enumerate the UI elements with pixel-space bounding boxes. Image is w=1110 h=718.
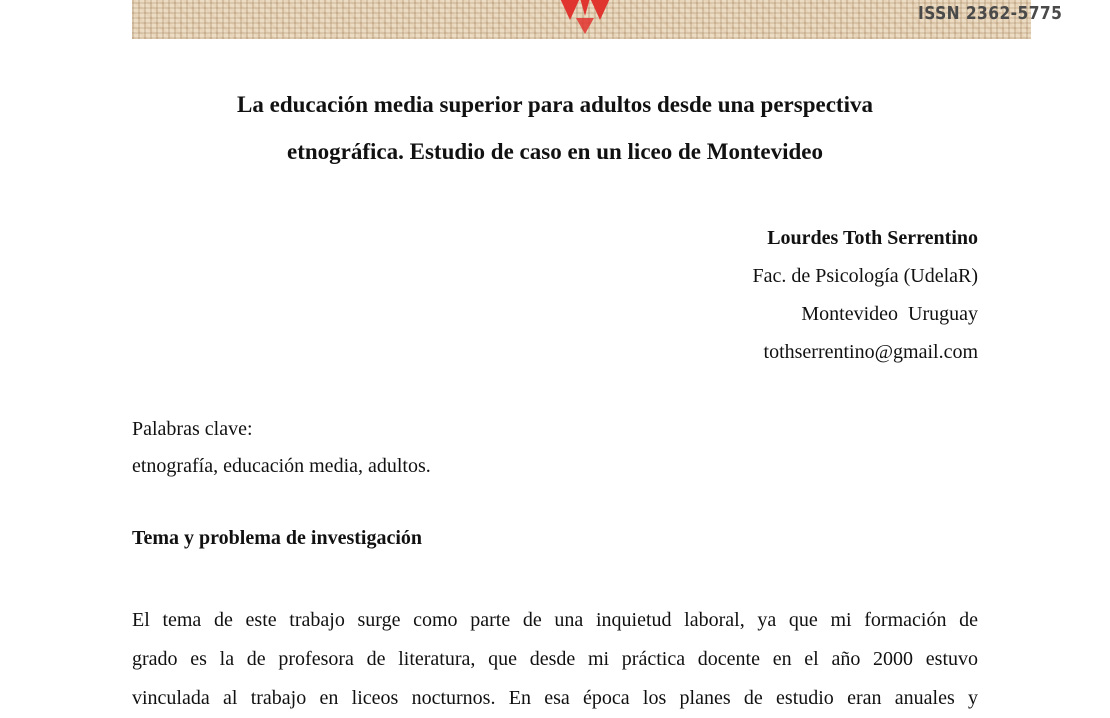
section-heading: Tema y problema de investigación — [132, 527, 423, 549]
keywords-list: etnografía, educación media, adultos. — [132, 455, 431, 477]
body-line: El tema de este trabajo surge como parte de una inquietud laboral, ya que mi formación de — [132, 609, 978, 631]
author-name: Lourdes Toth Serrentino — [767, 227, 978, 249]
author-email: tothserrentino@gmail.com — [763, 341, 978, 363]
issn-label: ISSN 2362-5775 — [918, 3, 1063, 24]
body-line: vinculada al trabajo en liceos nocturnos. En esa época los planes de estudio eran anuales y — [132, 687, 978, 709]
article-title-line-2: etnográfica. Estudio de caso en un liceo de Montevideo — [287, 139, 823, 164]
keywords-block — [132, 411, 431, 485]
article-title-line-1: La educación media superior para adultos desde una perspectiva — [237, 92, 873, 117]
author-affiliation: Fac. de Psicología (UdelaR) — [752, 265, 978, 287]
body-line: grado es la de profesora de literatura, que desde mi práctica docente en el año 2000 estuvo — [132, 648, 978, 670]
body-paragraph — [132, 601, 978, 718]
author-block — [753, 219, 979, 371]
keywords-label: Palabras clave: — [132, 418, 253, 440]
journal-header-banner — [132, 0, 1063, 39]
woven-motif-icon — [550, 0, 620, 34]
author-location: Montevideo Uruguay — [801, 303, 978, 325]
